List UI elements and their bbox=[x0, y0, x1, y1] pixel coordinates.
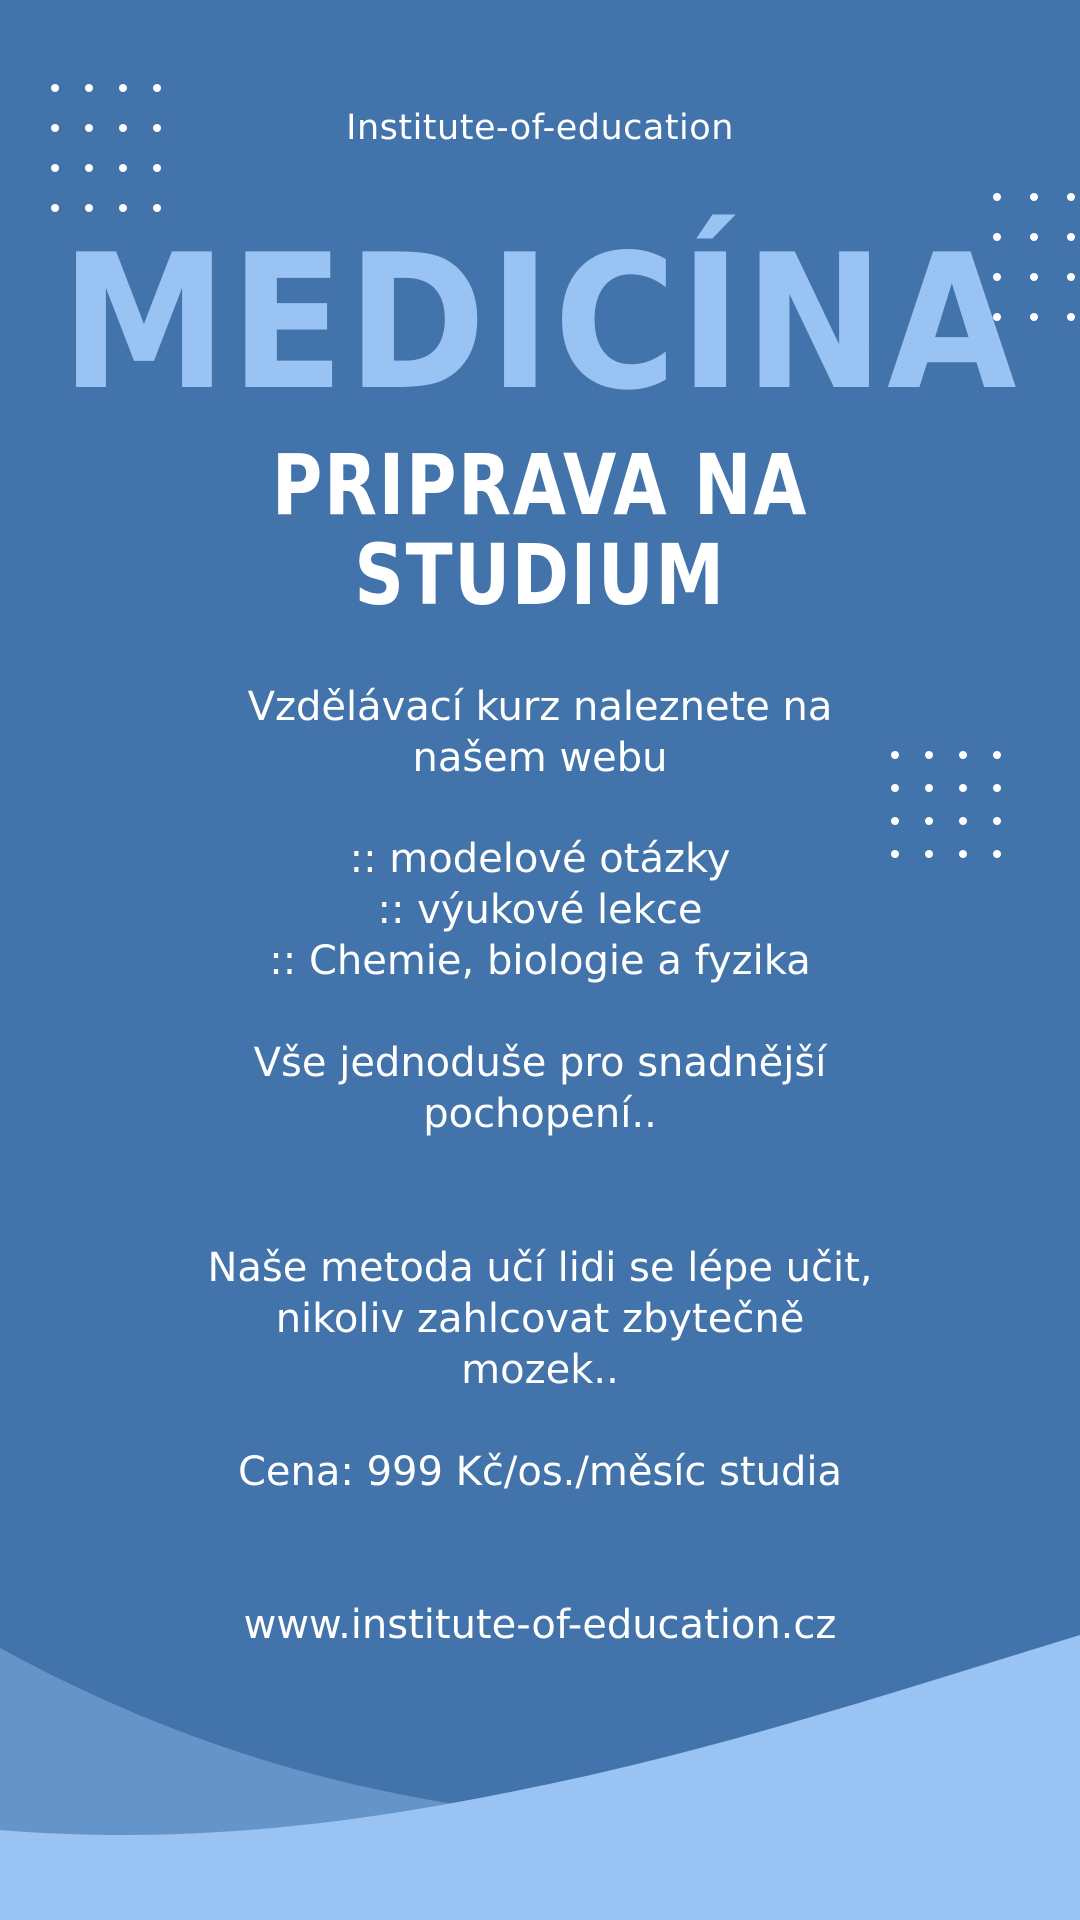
intro-line: našem webu bbox=[412, 735, 668, 781]
website-link[interactable]: www.institute-of-education.cz bbox=[243, 1602, 837, 1648]
tagline-line: pochopení.. bbox=[423, 1091, 657, 1137]
page-subtitle: PRIPRAVA NA STUDIUM bbox=[271, 436, 809, 624]
method-line: nikoliv zahlcovat zbytečně bbox=[275, 1296, 805, 1342]
feature-item: :: výukové lekce bbox=[377, 887, 703, 933]
method-text bbox=[140, 1243, 940, 1396]
bottom-wave-decoration bbox=[0, 1620, 1080, 1920]
tagline-line: Vše jednoduše pro snadnější bbox=[253, 1040, 827, 1086]
price-text: Cena: 999 Kč/os./měsíc studia bbox=[238, 1449, 842, 1495]
feature-item: :: Chemie, biologie a fyzika bbox=[269, 938, 811, 984]
intro-line: Vzdělávací kurz naleznete na bbox=[247, 684, 833, 730]
feature-list bbox=[140, 834, 940, 987]
method-line: Naše metoda učí lidi se lépe učit, bbox=[207, 1245, 873, 1291]
brand-name: Institute-of-education bbox=[346, 108, 734, 148]
intro-text bbox=[140, 682, 940, 784]
method-line: mozek.. bbox=[461, 1347, 619, 1393]
page-title: MEDICÍNA bbox=[60, 214, 1020, 431]
tagline-text bbox=[140, 1038, 940, 1140]
feature-item: :: modelové otázky bbox=[349, 836, 731, 882]
